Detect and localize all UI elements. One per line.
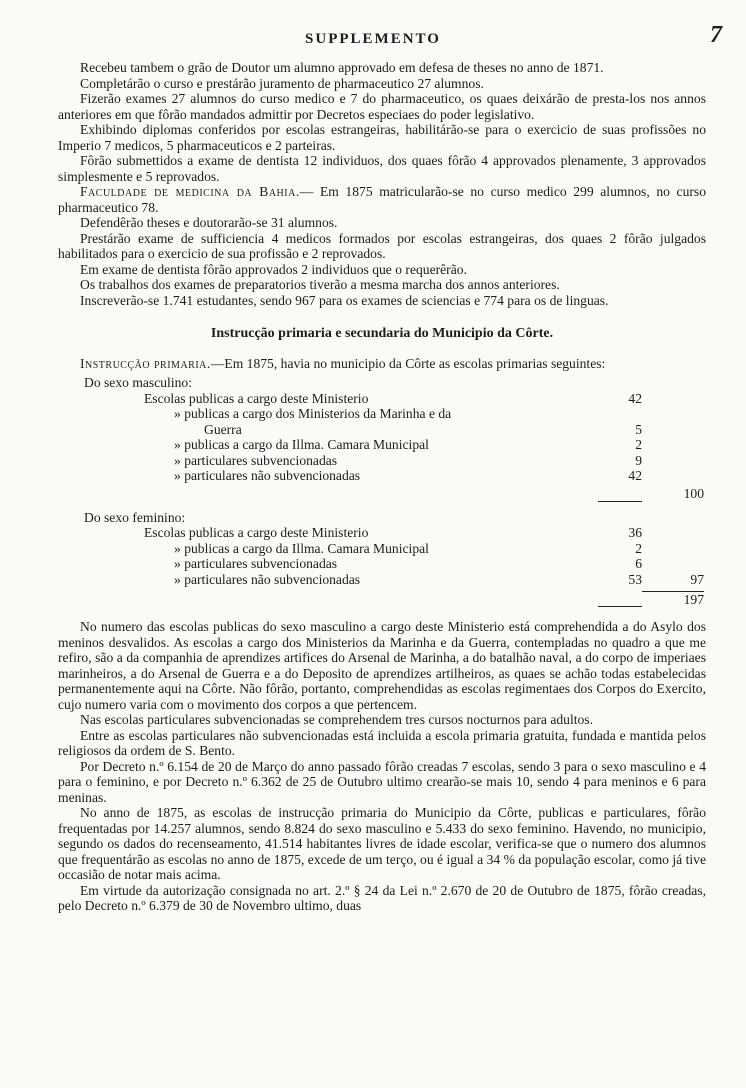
bahia-paragraph: Defendêrão theses e doutorarão-se 31 alumnos. bbox=[80, 215, 338, 230]
masculine-table bbox=[144, 391, 704, 502]
row-value: 9 bbox=[635, 452, 642, 468]
grand-total: 197 bbox=[642, 591, 704, 608]
row-value: 2 bbox=[635, 437, 642, 452]
section-title: Instrucção primaria e secundaria do Municipio da Côrte. bbox=[210, 326, 554, 341]
primary-lead: Instrucção primaria. bbox=[80, 355, 211, 371]
bahia-paragraph bbox=[58, 184, 706, 215]
closing-paragraph: No anno de 1875, as escolas de instrucção primaria do Municipio da Côrte, publicas e particulares, fôrão frequentadas por 14.257 alumnos, sendo 8.824 do sexo masculino e 5.433 do sexo feminino. Havendo, no municipio, segundo os dados do recenseamento, 41.514 habitantes livres de idade escolar, verifica-se que o numero dos alumnos que frequentárão as escolas no anno de 1875, excede de um terço, ou é igual a 34 % da população escolar, como já tive occasião de notar mais acima. bbox=[58, 805, 706, 882]
bahia-text: — Em 1875 matricularão-se no curso medico 299 alumnos, no curso pharmaceutico 78. bbox=[58, 184, 706, 215]
table-row bbox=[144, 391, 704, 407]
page-header bbox=[0, 22, 746, 52]
grand-total-row bbox=[144, 587, 704, 607]
closing-paragraph: Por Decreto n.º 6.154 de 20 de Março do anno passado fôrão creadas 7 escolas, sendo 3 para o sexo masculino e 4 para o feminino, e por Decreto n.º 6.362 de 25 de Outubro ultimo crearão-se mais 10, sendo 4 para meninos e 6 para meninas. bbox=[58, 758, 706, 805]
row-label: » particulares não subvencionadas bbox=[174, 468, 361, 483]
row-value: 36 bbox=[628, 525, 642, 540]
table-row bbox=[144, 541, 704, 557]
table-row bbox=[144, 422, 704, 438]
intro-paragraph: Completárão o curso e prestárão juramento de pharmaceutico 27 alumnos. bbox=[80, 75, 484, 91]
closing-paragraph: No numero das escolas publicas do sexo masculino a cargo deste Ministerio está comprehendida a do Asylo dos meninos desvalidos. As escolas a cargo dos Ministerios da Marinha e da Guerra, contempladas no quadro a que me refiro, são a da companhia de aprendizes artifices do Arsenal de Marinha, a do batalhão naval, a do corpo de imperiaes marinheiros, a do Arsenal de Guerra e a do Deposito de aprendizes artilheiros, as quaes se achão todas estabelecidas permanentemente aqui na Côrte. Não fôrão, portanto, comprehendidas as escolas regimentaes dos Corpos do Exercito, cujo numero varia com o movimento dos corpos a que pertencem. bbox=[58, 619, 706, 712]
bahia-paragraph: Os trabalhos dos exames de preparatorios tiverão a mesma marcha dos annos anteriores. bbox=[80, 277, 560, 292]
closing-paragraph: Em virtude da autorização consignada no art. 2.º § 24 da Lei n.º 2.670 de 20 de Outubro de 1875, fôrão creadas, pelo Decreto n.º 6.379 de 30 de Novembro ultimo, duas bbox=[58, 882, 706, 913]
table-row bbox=[144, 572, 704, 588]
bahia-lead: Faculdade de medicina da Bahia. bbox=[80, 184, 300, 199]
closing-paragraph: Nas escolas particulares subvencionadas se comprehendem tres cursos nocturnos para adultos. bbox=[80, 712, 593, 727]
intro-paragraph: Recebeu tambem o grão de Doutor um alumno approvado em defesa de theses no anno de 1871. bbox=[80, 60, 604, 75]
page-number: 7 bbox=[710, 22, 722, 48]
masculine-total: 100 bbox=[683, 486, 704, 501]
row-label: » publicas a cargo da Illma. Camara Municipal bbox=[174, 540, 429, 556]
table-row bbox=[144, 525, 704, 541]
grand-total-rule bbox=[598, 606, 642, 607]
closing-paragraph: Entre as escolas particulares não subvencionadas está incluida a escola primaria gratuita, fundada e mantida pelos religiosos da ordem de S. Bento. bbox=[58, 727, 706, 758]
row-value: 2 bbox=[635, 540, 642, 556]
row-label: » particulares subvencionadas bbox=[174, 556, 338, 571]
bahia-paragraph: Em exame de dentista fôrão approvados 2 individuos que o requerêrão. bbox=[80, 261, 467, 277]
closing-section bbox=[58, 619, 706, 914]
bahia-paragraph: Prestárão exame de sufficiencia 4 medicos formados por escolas estrangeiras, dos quaes 2 fôrão julgados habilitados para o exercicio de sua profissão e 2 reprovados. bbox=[58, 230, 706, 261]
row-value: 53 bbox=[628, 571, 642, 587]
row-label: » publicas a cargo da Illma. Camara Municipal bbox=[174, 437, 429, 452]
intro-paragraph: Fôrão submettidos a exame de dentista 12 individuos, dos quaes fôrão 4 approvados plenamente, 3 approvados simplesmente e 5 reprovados. bbox=[58, 153, 706, 184]
page-title: SUPPLEMENTO bbox=[305, 31, 441, 47]
table-row bbox=[144, 556, 704, 572]
intro-paragraph: Fizerão exames 27 alumnos do curso medico e 7 do pharmaceutico, os quaes deixárão de presta-los nos annos anteriores em que fôrão mandados admittir por Decretos especiaes do poder legislativo. bbox=[58, 91, 706, 122]
feminine-heading: Do sexo feminino: bbox=[84, 509, 186, 525]
total-row bbox=[144, 484, 704, 502]
table-row bbox=[144, 406, 704, 422]
intro-paragraph: Exhibindo diplomas conferidos por escolas estrangeiras, habilitárão-se para o exercicio de suas profissões no Imperio 7 medicos, 5 pharmaceuticos e 2 parteiras. bbox=[58, 122, 706, 153]
row-value: 42 bbox=[628, 390, 642, 406]
row-label: » particulares subvencionadas bbox=[174, 452, 338, 468]
table-row bbox=[144, 437, 704, 453]
intro-section bbox=[58, 60, 706, 184]
bahia-section bbox=[58, 184, 706, 308]
primary-intro-paragraph bbox=[58, 356, 706, 372]
table-row bbox=[144, 453, 704, 469]
feminine-table bbox=[144, 525, 704, 607]
row-label: » publicas a cargo dos Ministerios da Marinha e da bbox=[174, 406, 452, 421]
row-label: Escolas publicas a cargo deste Ministerio bbox=[144, 390, 369, 406]
row-label: Guerra bbox=[204, 421, 242, 437]
table-row bbox=[144, 468, 704, 484]
row-label: Escolas publicas a cargo deste Ministerio bbox=[144, 525, 369, 540]
row-value: 5 bbox=[635, 421, 642, 437]
row-value: 42 bbox=[628, 468, 642, 483]
row-label: » particulares não subvencionadas bbox=[174, 571, 361, 587]
bahia-paragraph: Inscreverão-se 1.741 estudantes, sendo 967 para os exames de sciencias e 774 para os de linguas. bbox=[80, 292, 609, 308]
row-value: 6 bbox=[635, 556, 642, 571]
page-body bbox=[58, 60, 706, 914]
subtotal-rule bbox=[598, 501, 642, 502]
feminine-total: 97 bbox=[690, 571, 704, 587]
masculine-heading: Do sexo masculino: bbox=[84, 375, 192, 390]
primary-text: —Em 1875, havia no municipio da Côrte as escolas primarias seguintes: bbox=[210, 355, 606, 371]
